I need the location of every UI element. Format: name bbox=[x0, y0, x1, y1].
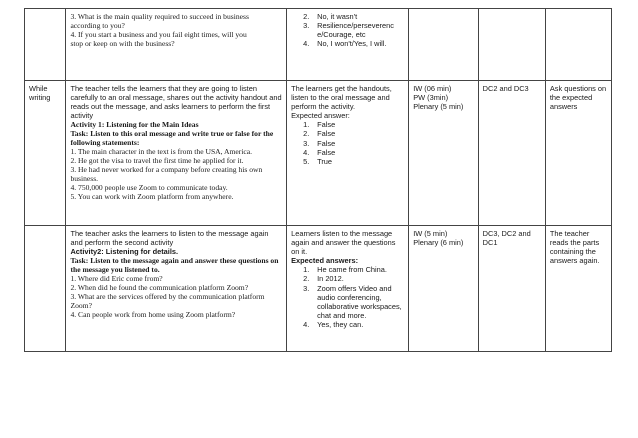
list-item: 4. False bbox=[303, 147, 336, 157]
competency-text: DC3, DC2 and DC1 bbox=[482, 229, 531, 248]
task-text: Task: Listen to this oral message and write true or false for the following statements: bbox=[70, 129, 274, 148]
interaction-item: IW (5 min) bbox=[413, 229, 448, 238]
list-item: 3. Zoom offers Video and audio conferencing, collaborative workspaces, chat and more. bbox=[303, 283, 402, 320]
assessment-cell bbox=[545, 9, 611, 81]
answer-list bbox=[291, 12, 404, 48]
question-line: stop or keep on with the business? bbox=[70, 39, 175, 48]
competency-cell bbox=[478, 81, 545, 226]
list-item: 2. In 2012. bbox=[303, 274, 344, 284]
interaction-cell bbox=[409, 81, 478, 226]
interaction-item: PW (3min) bbox=[413, 93, 449, 103]
statement-line: 4. 750,000 people use Zoom to communicate today. bbox=[70, 183, 228, 193]
interaction-item: Plenary (5 min) bbox=[413, 102, 464, 112]
stage-label: While writing bbox=[29, 84, 51, 103]
list-item: 4. No, I won't/Yes, I will. bbox=[303, 39, 387, 49]
list-item: 1. He came from China. bbox=[303, 265, 387, 275]
task-text: Task: Listen to the message again and answer these questions on the message you listened to. bbox=[70, 256, 279, 275]
list-item: 3. False bbox=[303, 138, 336, 148]
learner-activity-cell bbox=[287, 81, 409, 226]
question-line: 4. Can people work from home using Zoom platform? bbox=[70, 310, 236, 320]
teacher-activity-cell bbox=[66, 9, 287, 81]
answer-list bbox=[291, 120, 404, 165]
teacher-activity-cell bbox=[66, 81, 287, 226]
list-item: 1. False bbox=[303, 120, 336, 130]
list-item: 3. Resilience/perseverenc e/Courage, etc bbox=[303, 21, 394, 40]
learner-activity-cell bbox=[287, 9, 409, 81]
question-line: according to you? bbox=[70, 21, 125, 30]
teacher-activity-cell bbox=[66, 226, 287, 352]
stage-cell bbox=[25, 81, 66, 226]
table-row bbox=[25, 9, 612, 81]
procedure-text: The teacher asks the learners to listen to the message again and perform the second activity bbox=[70, 229, 269, 248]
answer-list bbox=[291, 265, 404, 329]
activity-title: Activity2: Listening for details. bbox=[70, 247, 179, 257]
assessment-cell bbox=[545, 226, 611, 352]
interaction-item: Plenary (6 min) bbox=[413, 238, 464, 248]
stage-cell bbox=[25, 226, 66, 352]
interaction-item: IW (06 min) bbox=[413, 84, 452, 93]
activity-title: Activity 1: Listening for the Main Ideas bbox=[70, 120, 199, 130]
question-line: 1. Where did Eric come from? bbox=[70, 274, 163, 284]
competency-text: DC2 and DC3 bbox=[482, 84, 529, 93]
interaction-cell bbox=[409, 9, 478, 81]
learner-text: Learners listen to the message again and answer the questions on it. bbox=[291, 229, 396, 257]
list-item: 5. True bbox=[303, 156, 333, 166]
statement-line: 1. The main character in the text is from the USA, America. bbox=[70, 147, 253, 157]
competency-cell bbox=[478, 9, 545, 81]
statement-line: 3. He had never worked for a company before creating his own business. bbox=[70, 165, 263, 184]
procedure-text: The teacher tells the learners that they are going to listen carefully to an oral message, shares out the activity handout and reads out the message, and asks learners to perform the first activity bbox=[70, 84, 282, 121]
lesson-plan-page bbox=[24, 8, 612, 352]
list-item: 2. False bbox=[303, 129, 336, 139]
interaction-cell bbox=[409, 226, 478, 352]
question-line: 4. If you start a business and you fail eight times, will you bbox=[70, 30, 247, 39]
assessment-text: The teacher reads the parts containing the answers again. bbox=[549, 229, 600, 266]
competency-cell bbox=[478, 226, 545, 352]
learner-text: The learners get the handouts, listen to the oral message and perform the activity. bbox=[291, 84, 392, 112]
table-row bbox=[25, 226, 612, 352]
question-line: 3. What are the services offered by the communication platform Zoom? bbox=[70, 292, 265, 311]
statement-line: 2. He got the visa to travel the first time he applied for it. bbox=[70, 156, 244, 166]
assessment-cell bbox=[545, 81, 611, 226]
expected-answer-label: Expected answer: bbox=[291, 111, 350, 121]
lesson-plan-table bbox=[24, 8, 612, 352]
question-line: 2. When did he found the communication platform Zoom? bbox=[70, 283, 249, 293]
stage-cell bbox=[25, 9, 66, 81]
question-line: 3. What is the main quality required to succeed in business bbox=[70, 12, 249, 21]
expected-answer-label: Expected answers: bbox=[291, 256, 359, 266]
statement-line: 5. You can work with Zoom platform from anywhere. bbox=[70, 192, 234, 202]
table-row bbox=[25, 81, 612, 226]
list-item: 4. Yes, they can. bbox=[303, 319, 364, 329]
assessment-text: Ask questions on the expected answers bbox=[549, 84, 607, 112]
list-item: 2. No, it wasn't bbox=[303, 12, 358, 21]
learner-activity-cell bbox=[287, 226, 409, 352]
